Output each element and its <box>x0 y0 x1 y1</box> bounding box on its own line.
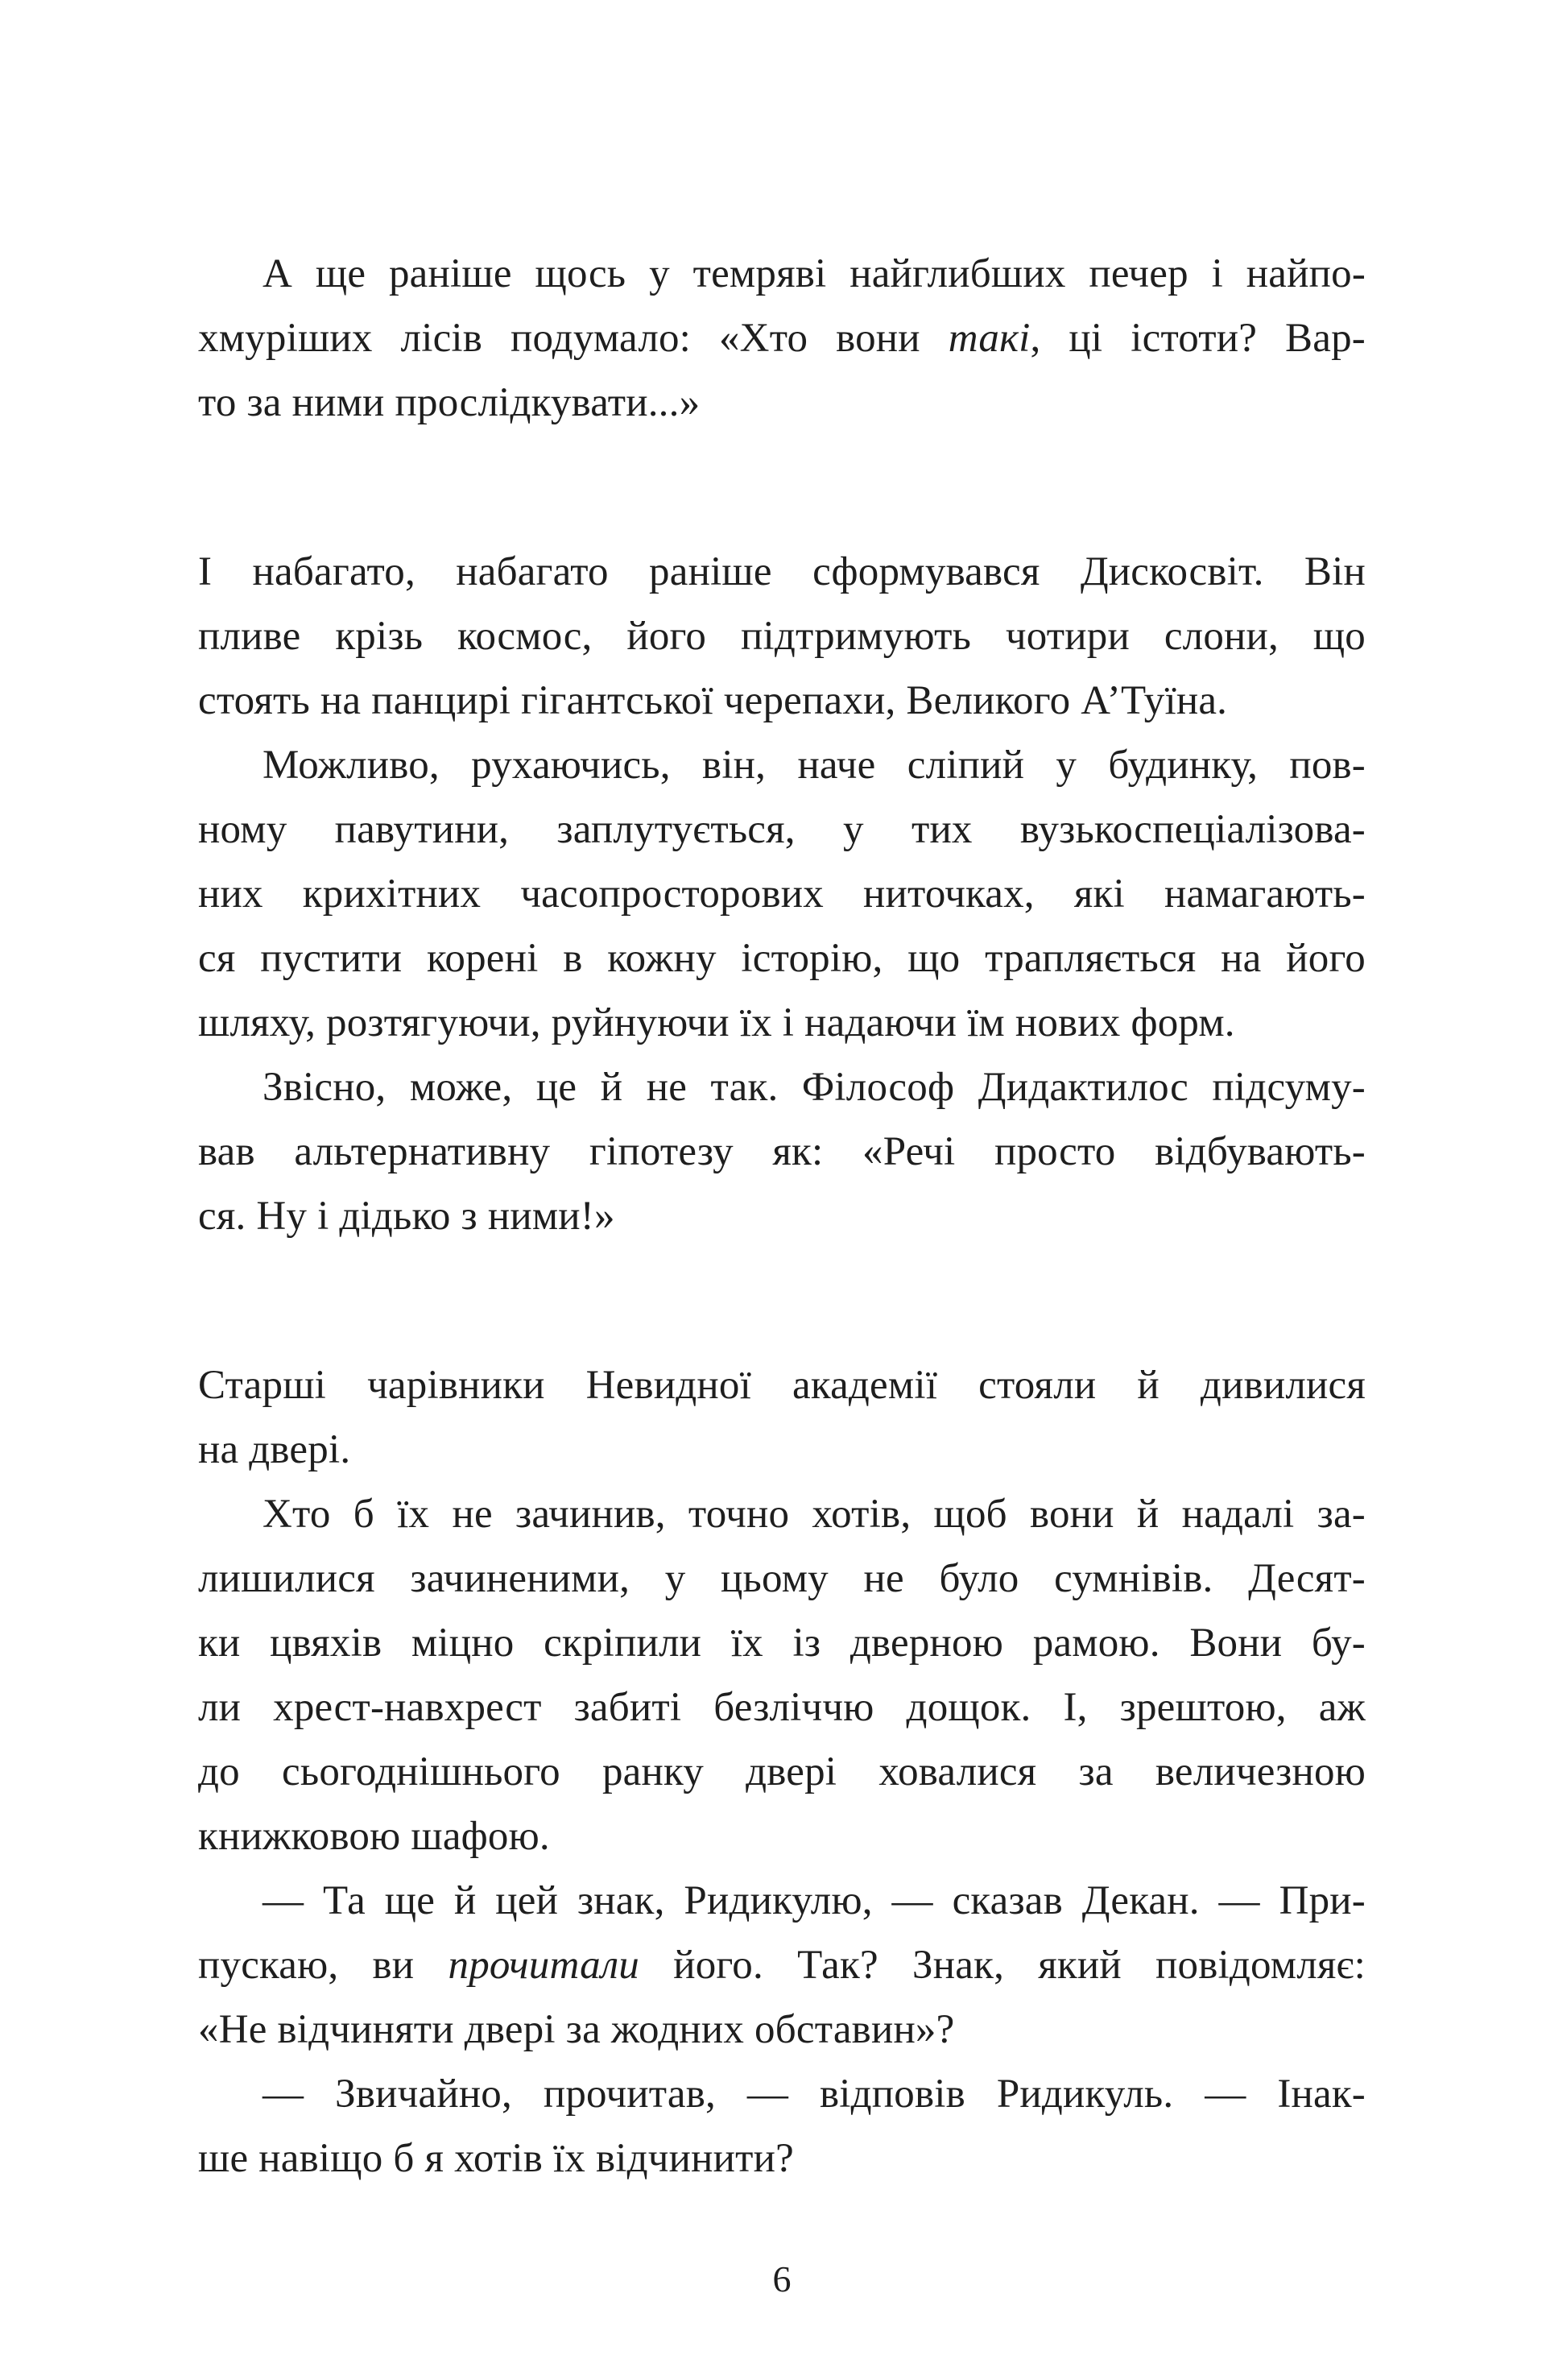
text-line <box>198 733 1366 797</box>
paragraph <box>198 540 1366 733</box>
text-line <box>198 1933 1366 1997</box>
text-run: то за ними прослідкувати...» <box>198 380 701 425</box>
paragraph <box>198 1353 1366 1482</box>
text-section-3 <box>198 1353 1366 2191</box>
paragraph <box>198 1482 1366 1869</box>
text-run: лишилися зачиненими, у цьому не було сумнівів. Десят- <box>198 1556 1366 1601</box>
text-line <box>198 2126 1366 2191</box>
text-run: пускаю, ви <box>198 1943 449 1988</box>
text-line <box>198 991 1366 1055</box>
text-run: вав альтернативну гіпотезу як: «Речі просто відбувають- <box>198 1129 1366 1174</box>
text-run: ли хрест-навхрест забиті безліччю дощок. І, зрештою, аж <box>198 1685 1366 1730</box>
text-run: хмуріших лісів подумало: «Хто вони <box>198 316 949 361</box>
paragraph <box>198 1869 1366 2062</box>
page-number: 6 <box>772 2258 792 2299</box>
text-run: ному павутини, заплутується, у тих вузькоспеціалізова- <box>198 807 1366 852</box>
text-run: , ці істоти? Вар- <box>1030 316 1366 361</box>
text-line <box>198 306 1366 370</box>
text-run: його. Так? Знак, який повідомляє: <box>639 1943 1366 1988</box>
text-line <box>198 1804 1366 1869</box>
text-line <box>198 1482 1366 1546</box>
text-line <box>198 1055 1366 1120</box>
text-run: стоять на панцирі гігантської черепахи, Великого А’Туїна. <box>198 678 1228 723</box>
text-run: — Та ще й цей знак, Ридикулю, — сказав Декан. — При- <box>262 1878 1366 1923</box>
text-run: ки цвяхів міцно скріпили їх із дверною рамою. Вони бу- <box>198 1620 1366 1666</box>
text-line <box>198 1184 1366 1248</box>
text-run: ше навіщо б я хотів їх відчинити? <box>198 2136 794 2181</box>
text-run: до сьогоднішнього ранку двері ховалися за величезною <box>198 1749 1366 1794</box>
text-line <box>198 1120 1366 1184</box>
text-run: Старші чарівники Невидної академії стояли й дивилися <box>198 1363 1366 1408</box>
text-run: Хто б їх не зачинив, точно хотів, щоб вони й надалі за- <box>262 1492 1366 1537</box>
text-line <box>198 1418 1366 1482</box>
text-line <box>198 1353 1366 1418</box>
text-run: ся. Ну і дідько з ними!» <box>198 1194 615 1239</box>
text-line <box>198 1611 1366 1675</box>
text-run: «Не відчиняти двері за жодних обставин»? <box>198 2007 955 2052</box>
text-run: Можливо, рухаючись, він, наче сліпий у будинку, пов- <box>262 743 1366 788</box>
paragraph <box>198 2062 1366 2191</box>
text-run: пливе крізь космос, його підтримують чотири слони, що <box>198 614 1366 659</box>
text-run: ся пустити корені в кожну історію, що трапляється на його <box>198 936 1366 981</box>
text-run: книжковою шафою. <box>198 1814 550 1859</box>
text-run: Звісно, може, це й не так. Філософ Дидактилос підсуму- <box>262 1065 1366 1110</box>
text-run: на двері. <box>198 1427 351 1472</box>
text-line <box>198 862 1366 926</box>
text-line <box>198 1869 1366 1933</box>
text-line <box>198 668 1366 733</box>
text-run: І набагато, набагато раніше сформувався Дискосвіт. Він <box>198 549 1366 594</box>
text-section-2 <box>198 540 1366 1248</box>
italic-text-run: прочитали <box>448 1943 640 1988</box>
text-line <box>198 1997 1366 2062</box>
text-line <box>198 242 1366 306</box>
text-run: шляху, розтягуючи, руйнуючи їх і надаючи їм нових форм. <box>198 1000 1235 1045</box>
text-run: них крихітних часопросторових ниточках, які намагають- <box>198 871 1366 917</box>
book-page-text <box>198 242 1366 2191</box>
text-run: — Звичайно, прочитав, — відповів Ридикуль. — Інак- <box>262 2072 1366 2117</box>
text-line <box>198 2062 1366 2126</box>
text-run: А ще раніше щось у темряві найглибших печер і найпо- <box>262 251 1366 296</box>
text-line <box>198 926 1366 991</box>
text-line <box>198 1675 1366 1740</box>
paragraph <box>198 1055 1366 1248</box>
italic-text-run: такі <box>948 316 1031 361</box>
text-line <box>198 370 1366 435</box>
text-line <box>198 1740 1366 1804</box>
text-section-1 <box>198 242 1366 435</box>
paragraph <box>198 733 1366 1055</box>
paragraph <box>198 242 1366 435</box>
text-line <box>198 797 1366 862</box>
text-line <box>198 1546 1366 1611</box>
text-line <box>198 604 1366 668</box>
text-line <box>198 540 1366 604</box>
